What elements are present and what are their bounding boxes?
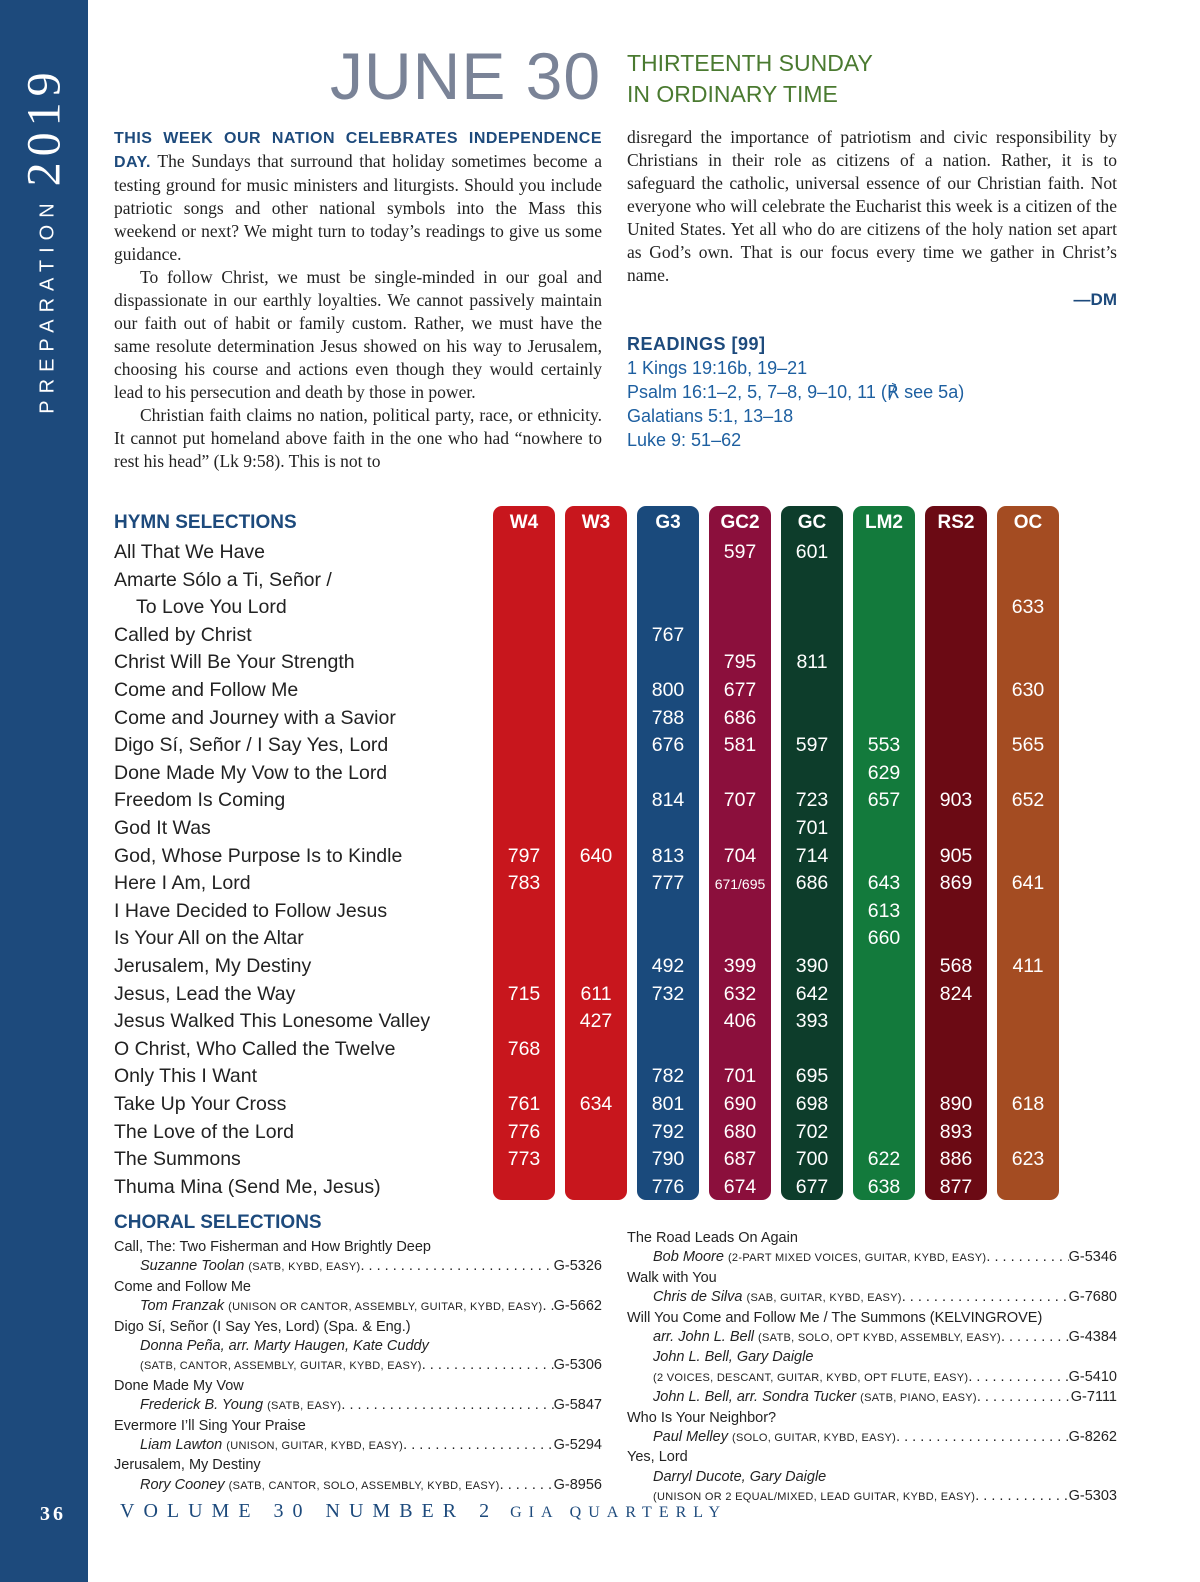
hymn-number: 613 xyxy=(867,899,901,922)
choral-title: Who Is Your Neighbor? xyxy=(627,1409,777,1426)
choral-credit-row xyxy=(627,1468,1117,1487)
choral-credit xyxy=(140,1297,542,1317)
author-signoff: —DM xyxy=(1073,290,1117,309)
choral-title: Done Made My Vow xyxy=(114,1377,244,1394)
leader-dots xyxy=(500,1476,554,1496)
choral-credit-row xyxy=(627,1388,1117,1408)
hymn-number: 811 xyxy=(796,651,828,674)
hymn-number: 723 xyxy=(795,789,829,812)
hymn-number: 674 xyxy=(723,1175,757,1198)
reading-item: 1 Kings 19:16b, 19–21 xyxy=(627,358,808,378)
choral-credit xyxy=(140,1337,429,1356)
hymn-number: 686 xyxy=(795,872,829,895)
choral-title: Evermore I’ll Sing Your Praise xyxy=(114,1417,306,1434)
hymn-title: Jesus, Lead the Way xyxy=(114,982,296,1005)
hymn-number: 634 xyxy=(579,1093,613,1115)
voicing-detail: (SATB, SOLO, OPT KYBD, ASSEMBLY, EASY) xyxy=(758,1332,1001,1345)
hymnal-column-header: G3 xyxy=(655,512,681,533)
choral-credit xyxy=(653,1428,896,1448)
choral-credit xyxy=(653,1368,968,1388)
intro-column xyxy=(114,126,602,498)
hymn-number: 782 xyxy=(651,1065,685,1088)
hymn-number: 715 xyxy=(507,982,541,1005)
sidebar xyxy=(0,0,88,1582)
leader-dots xyxy=(977,1388,1071,1408)
voicing-detail: (SOLO, GUITAR, KYBD, EASY) xyxy=(731,1432,897,1445)
catalog-code: G-5662 xyxy=(553,1298,602,1315)
intro-lead: THIS WEEK OUR NATION CELEBRATES INDEPENDENCE DAY. xyxy=(114,130,602,171)
hymn-number: 801 xyxy=(651,1093,685,1115)
hymn-number: 773 xyxy=(507,1148,541,1171)
voicing-detail: (UNISON OR CANTOR, ASSEMBLY, GUITAR, KYBD, EASY) xyxy=(228,1301,543,1314)
hymn-number: 640 xyxy=(579,844,613,867)
hymn-number: 623 xyxy=(1011,1148,1045,1171)
hymn-number: 701 xyxy=(795,817,829,839)
catalog-code: G-5326 xyxy=(553,1258,602,1275)
voicing-detail: (SATB, PIANO, EASY) xyxy=(860,1392,977,1405)
hymnal-column-header: GC2 xyxy=(720,512,760,533)
composer: John L. Bell, arr. Sondra Tucker xyxy=(653,1389,857,1406)
composer: Liam Lawton xyxy=(140,1437,223,1454)
page-number: 36 xyxy=(40,1503,66,1525)
hymn-number: 581 xyxy=(723,734,757,757)
hymn-number: 638 xyxy=(867,1175,901,1198)
hymn-number: 714 xyxy=(795,844,829,867)
choral-credit-row xyxy=(627,1428,1117,1448)
hymn-number: 601 xyxy=(795,541,829,563)
hymn-title: To Love You Lord xyxy=(136,596,287,619)
leader-dots xyxy=(341,1396,553,1416)
hymn-number: 671/695 xyxy=(714,876,766,893)
hymn-number: 632 xyxy=(723,982,757,1005)
composer: Paul Melley xyxy=(653,1429,728,1446)
hymn-number: 797 xyxy=(507,844,541,867)
leader-dots xyxy=(986,1248,1068,1268)
hymn-number: 890 xyxy=(939,1093,973,1115)
intro-continuation xyxy=(627,126,1117,311)
leader-dots xyxy=(968,1368,1068,1388)
hymn-number: 783 xyxy=(507,872,541,895)
hymn-number: 800 xyxy=(651,679,685,701)
voicing-detail: (SATB, CANTOR, ASSEMBLY, GUITAR, KYBD, EASY) xyxy=(140,1360,422,1373)
leader-dots xyxy=(902,1288,1069,1308)
choral-credit xyxy=(140,1356,422,1376)
hymn-title: I Have Decided to Follow Jesus xyxy=(114,899,388,922)
intro-paragraph: To follow Christ, we must be single-minded in our goal and dispassionate in our earthly loyalties. We cannot passively maintain our faith out of habit or family custom. Rather, we must have the same resolute determination Jesus showed on his way to Jerusalem, choosing his course and actions even though they would certainly lead to his persecution and death by those in power. xyxy=(114,267,602,402)
choral-credit-row xyxy=(627,1348,1117,1367)
hymn-number: 768 xyxy=(507,1037,541,1060)
composer: Donna Peña, arr. Marty Haugen, Kate Cuddy xyxy=(140,1338,429,1355)
composer: arr. John L. Bell xyxy=(653,1329,755,1346)
reading-item: Luke 9: 51–62 xyxy=(627,430,742,450)
hymn-number: 660 xyxy=(867,927,901,950)
voicing-detail: (SATB, EASY) xyxy=(267,1400,342,1413)
catalog-code: G-5294 xyxy=(553,1437,602,1454)
hymn-number: 695 xyxy=(795,1065,829,1088)
choral-credit xyxy=(653,1288,902,1308)
choral-title: Call, The: Two Fisherman and How Brightly Deep xyxy=(114,1239,431,1255)
hymn-title: The Summons xyxy=(114,1148,241,1171)
voicing-detail: (UNISON, GUITAR, KYBD, EASY) xyxy=(226,1440,404,1453)
hymn-title: Jerusalem, My Destiny xyxy=(114,955,312,977)
hymn-number: 905 xyxy=(939,844,973,867)
choral-credit-row xyxy=(114,1356,602,1376)
leader-dots xyxy=(975,1487,1068,1507)
leader-dots xyxy=(403,1436,553,1456)
choral-credit xyxy=(653,1388,977,1408)
choral-credit xyxy=(653,1328,1001,1348)
hymn-selections-title: HYMN SELECTIONS xyxy=(114,512,297,533)
hymn-number: 641 xyxy=(1011,872,1045,895)
hymn-number: 813 xyxy=(651,844,685,867)
composer: Suzanne Toolan xyxy=(140,1258,245,1275)
composer: Rory Cooney xyxy=(140,1476,225,1493)
choral-credit-row xyxy=(114,1337,602,1356)
hymn-title: God It Was xyxy=(114,817,211,839)
catalog-code: G-5410 xyxy=(1068,1368,1117,1385)
voicing-detail: (2-PART MIXED VOICES, GUITAR, KYBD, EASY) xyxy=(727,1252,987,1265)
composer: Frederick B. Young xyxy=(140,1397,264,1414)
hymn-title: Christ Will Be Your Strength xyxy=(114,651,355,674)
choral-title: Digo Sí, Señor (I Say Yes, Lord) (Spa. & Eng.) xyxy=(114,1318,411,1335)
footer-publication: GIA QUARTERLY xyxy=(510,1504,727,1521)
hymn-number: 687 xyxy=(723,1148,757,1171)
hymn-number: 411 xyxy=(1012,955,1044,977)
choral-credit xyxy=(653,1468,826,1487)
hymn-number: 393 xyxy=(795,1010,829,1033)
leader-dots xyxy=(896,1428,1069,1448)
choral-credit-row xyxy=(114,1257,602,1277)
hymn-number: 877 xyxy=(939,1175,973,1198)
hymn-number: 767 xyxy=(651,623,685,646)
choral-credit-row xyxy=(627,1368,1117,1388)
hymn-number: 643 xyxy=(867,872,901,895)
leader-dots xyxy=(360,1257,553,1277)
choral-credit xyxy=(653,1348,813,1367)
choral-credit-row xyxy=(114,1396,602,1416)
hymn-title: Called by Christ xyxy=(114,623,252,646)
sidebar-label xyxy=(17,20,72,460)
catalog-code: G-5346 xyxy=(1068,1249,1117,1266)
hymn-number: 611 xyxy=(580,982,612,1005)
hymn-number: 568 xyxy=(939,955,973,977)
hymn-number: 630 xyxy=(1011,679,1045,701)
voicing-detail: (SATB, CANTOR, SOLO, ASSEMBLY, KYBD, EASY) xyxy=(228,1479,500,1492)
reading-item: Psalm 16:1–2, 5, 7–8, 9–10, 11 (℟ see 5a) xyxy=(627,382,965,402)
hymn-number: 795 xyxy=(723,651,757,674)
choral-credit xyxy=(140,1396,341,1416)
voicing-detail: (SATB, KYBD, EASY) xyxy=(248,1261,361,1274)
intro-text: The Sundays that surround that holiday sometimes become a testing ground for music ministers and liturgists. Should you include patriotic songs and other national symbols into the Mass this weekend or next? We might turn to today’s readings to give us some guidance. xyxy=(114,151,602,264)
footer-volume: VOLUME 30 NUMBER 2 xyxy=(120,1500,499,1522)
hymn-number: 680 xyxy=(723,1120,757,1143)
catalog-code: G-7680 xyxy=(1068,1289,1117,1306)
catalog-code: G-8956 xyxy=(553,1476,602,1493)
hymn-number: 698 xyxy=(795,1093,829,1115)
choral-list-right xyxy=(627,1229,1117,1508)
hymn-number: 597 xyxy=(795,734,829,757)
hymnal-column-header: RS2 xyxy=(937,512,975,533)
hymn-number: 761 xyxy=(507,1093,541,1115)
page-title: JUNE 30 xyxy=(330,39,602,113)
hymn-number: 869 xyxy=(939,872,973,895)
hymn-title: Come and Follow Me xyxy=(114,679,299,701)
hymn-number: 700 xyxy=(795,1148,829,1171)
footer xyxy=(120,1500,727,1523)
hymnal-column-header: W4 xyxy=(509,512,539,533)
hymn-title: Take Up Your Cross xyxy=(114,1093,287,1115)
hymnal-column-header: GC xyxy=(797,512,827,533)
catalog-code: G-5847 xyxy=(553,1397,602,1414)
hymn-number: 677 xyxy=(723,679,757,701)
hymn-number: 677 xyxy=(795,1175,829,1198)
hymn-title: The Love of the Lord xyxy=(114,1120,294,1143)
hymn-number: 903 xyxy=(939,789,973,812)
composer: John L. Bell, Gary Daigle xyxy=(653,1349,814,1366)
voicing-detail: (SAB, GUITAR, KYBD, EASY) xyxy=(746,1292,902,1305)
hymn-number: 427 xyxy=(579,1010,613,1033)
liturgical-day-line2: IN ORDINARY TIME xyxy=(627,81,838,107)
choral-credit-row xyxy=(627,1288,1117,1308)
hymn-number: 676 xyxy=(651,734,685,757)
hymn-number: 776 xyxy=(507,1120,541,1143)
choral-title: Will You Come and Follow Me / The Summons (KELVINGROVE) xyxy=(627,1309,1043,1326)
choral-credit xyxy=(140,1436,403,1456)
year-label: 2019 xyxy=(17,66,71,187)
choral-title: Jerusalem, My Destiny xyxy=(114,1457,261,1474)
hymn-title: Thuma Mina (Send Me, Jesus) xyxy=(114,1175,381,1198)
intro-paragraph xyxy=(114,126,602,266)
voicing-detail: (2 VOICES, DESCANT, GUITAR, KYBD, OPT FLUTE, EASY) xyxy=(653,1371,969,1384)
hymn-number: 732 xyxy=(651,982,685,1005)
choral-credit-row xyxy=(627,1248,1117,1268)
choral-credit-row xyxy=(114,1476,602,1496)
choral-credit-row xyxy=(114,1297,602,1317)
hymn-title: Jesus Walked This Lonesome Valley xyxy=(114,1010,431,1033)
hymn-number: 777 xyxy=(651,872,685,895)
hymn-number: 707 xyxy=(723,789,757,812)
choral-title: The Road Leads On Again xyxy=(627,1230,798,1246)
hymn-number: 814 xyxy=(651,789,685,812)
catalog-code: G-5306 xyxy=(553,1357,602,1374)
composer: Tom Franzak xyxy=(140,1298,225,1315)
hymn-number: 704 xyxy=(723,844,757,867)
hymnal-column-header: W3 xyxy=(581,512,611,533)
hymn-number: 629 xyxy=(867,761,901,784)
hymn-number: 492 xyxy=(651,955,685,977)
hymn-number: 886 xyxy=(939,1148,973,1171)
catalog-code: G-8262 xyxy=(1068,1429,1117,1446)
choral-credit xyxy=(140,1257,360,1277)
hymn-number: 788 xyxy=(651,706,685,729)
hymnal-column-header: OC xyxy=(1013,512,1043,533)
choral-list-left xyxy=(114,1238,602,1496)
hymnal-column-lm2 xyxy=(853,506,915,1200)
hymn-number: 390 xyxy=(795,955,829,977)
readings-title: READINGS [99] xyxy=(627,334,766,354)
hymn-number: 633 xyxy=(1011,596,1045,619)
hymn-title: Amarte Sólo a Ti, Señor / xyxy=(114,568,332,591)
leader-dots xyxy=(542,1297,553,1317)
choral-title: Walk with You xyxy=(627,1269,717,1286)
choral-title: Come and Follow Me xyxy=(114,1278,251,1295)
intro-paragraph: disregard the importance of patriotism and civic responsibility by Christians in their role as citizens of a nation. Rather, it is to safeguard the catholic, universal essence of our Christian faith. Not everyone who will celebrate the Eucharist this week is a citizen of the United States. Yet all who do are citizens of the holy nation set apart as God’s own. That is our focus every time we gather in Christ’s name. xyxy=(627,127,1117,285)
hymn-title: Here I Am, Lord xyxy=(114,872,251,895)
choral-credit-row xyxy=(114,1436,602,1456)
hymn-number: 701 xyxy=(723,1065,757,1088)
catalog-code: G-5303 xyxy=(1068,1488,1117,1505)
hymn-title: O Christ, Who Called the Twelve xyxy=(114,1037,396,1060)
hymn-title: Digo Sí, Señor / I Say Yes, Lord xyxy=(114,734,389,757)
hymn-title: God, Whose Purpose Is to Kindle xyxy=(114,844,403,867)
hymn-number: 686 xyxy=(723,706,757,729)
composer: Darryl Ducote, Gary Daigle xyxy=(653,1468,827,1485)
hymn-title: Only This I Want xyxy=(114,1065,258,1088)
leader-dots xyxy=(422,1356,554,1376)
hymnal-column-header: LM2 xyxy=(865,512,903,533)
hymn-number: 622 xyxy=(867,1148,901,1171)
intro-paragraph: Christian faith claims no nation, political party, race, or ethnicity. It cannot put homeland above faith in the one who had “nowhere to rest his head” (Lk 9:58). This is not to xyxy=(114,405,602,471)
liturgical-day-line1: THIRTEENTH SUNDAY xyxy=(627,50,873,76)
hymn-title: Freedom Is Coming xyxy=(114,789,286,812)
hymn-number: 702 xyxy=(795,1120,829,1143)
reading-item: Galatians 5:1, 13–18 xyxy=(627,406,794,426)
liturgical-day xyxy=(627,48,873,110)
composer: Bob Moore xyxy=(653,1249,724,1266)
hymn-number: 652 xyxy=(1011,789,1045,812)
hymn-number: 618 xyxy=(1011,1093,1045,1115)
hymn-title: All That We Have xyxy=(114,541,266,563)
hymn-number: 792 xyxy=(651,1120,685,1143)
hymn-number: 657 xyxy=(867,789,901,812)
choral-credit-row xyxy=(627,1328,1117,1348)
section-label: PREPARATION xyxy=(36,196,59,414)
choral-title: Yes, Lord xyxy=(627,1449,688,1466)
hymn-title: Is Your All on the Altar xyxy=(114,927,304,950)
hymn-number: 824 xyxy=(939,982,973,1005)
composer: Chris de Silva xyxy=(653,1289,743,1306)
hymn-number: 893 xyxy=(939,1120,973,1143)
voicing-detail: (UNISON OR 2 EQUAL/MIXED, LEAD GUITAR, KYBD, EASY) xyxy=(653,1491,976,1504)
hymn-number: 399 xyxy=(723,955,757,977)
hymn-number: 406 xyxy=(723,1010,757,1033)
hymn-number: 553 xyxy=(867,734,901,757)
hymn-number: 597 xyxy=(723,541,757,563)
hymn-number: 690 xyxy=(723,1093,757,1115)
hymn-number: 642 xyxy=(795,982,829,1005)
readings xyxy=(627,332,964,452)
choral-selections-title: CHORAL SELECTIONS xyxy=(114,1212,322,1233)
hymn-title: Come and Journey with a Savior xyxy=(114,706,396,729)
hymn-number: 790 xyxy=(651,1148,685,1171)
catalog-code: G-4384 xyxy=(1068,1329,1117,1346)
choral-credit xyxy=(140,1476,500,1496)
hymn-title: Done Made My Vow to the Lord xyxy=(114,761,388,784)
catalog-code: G-7111 xyxy=(1070,1389,1117,1406)
hymn-number: 776 xyxy=(651,1175,685,1198)
leader-dots xyxy=(1001,1328,1069,1348)
choral-credit xyxy=(653,1248,986,1268)
hymn-number: 565 xyxy=(1011,734,1045,757)
